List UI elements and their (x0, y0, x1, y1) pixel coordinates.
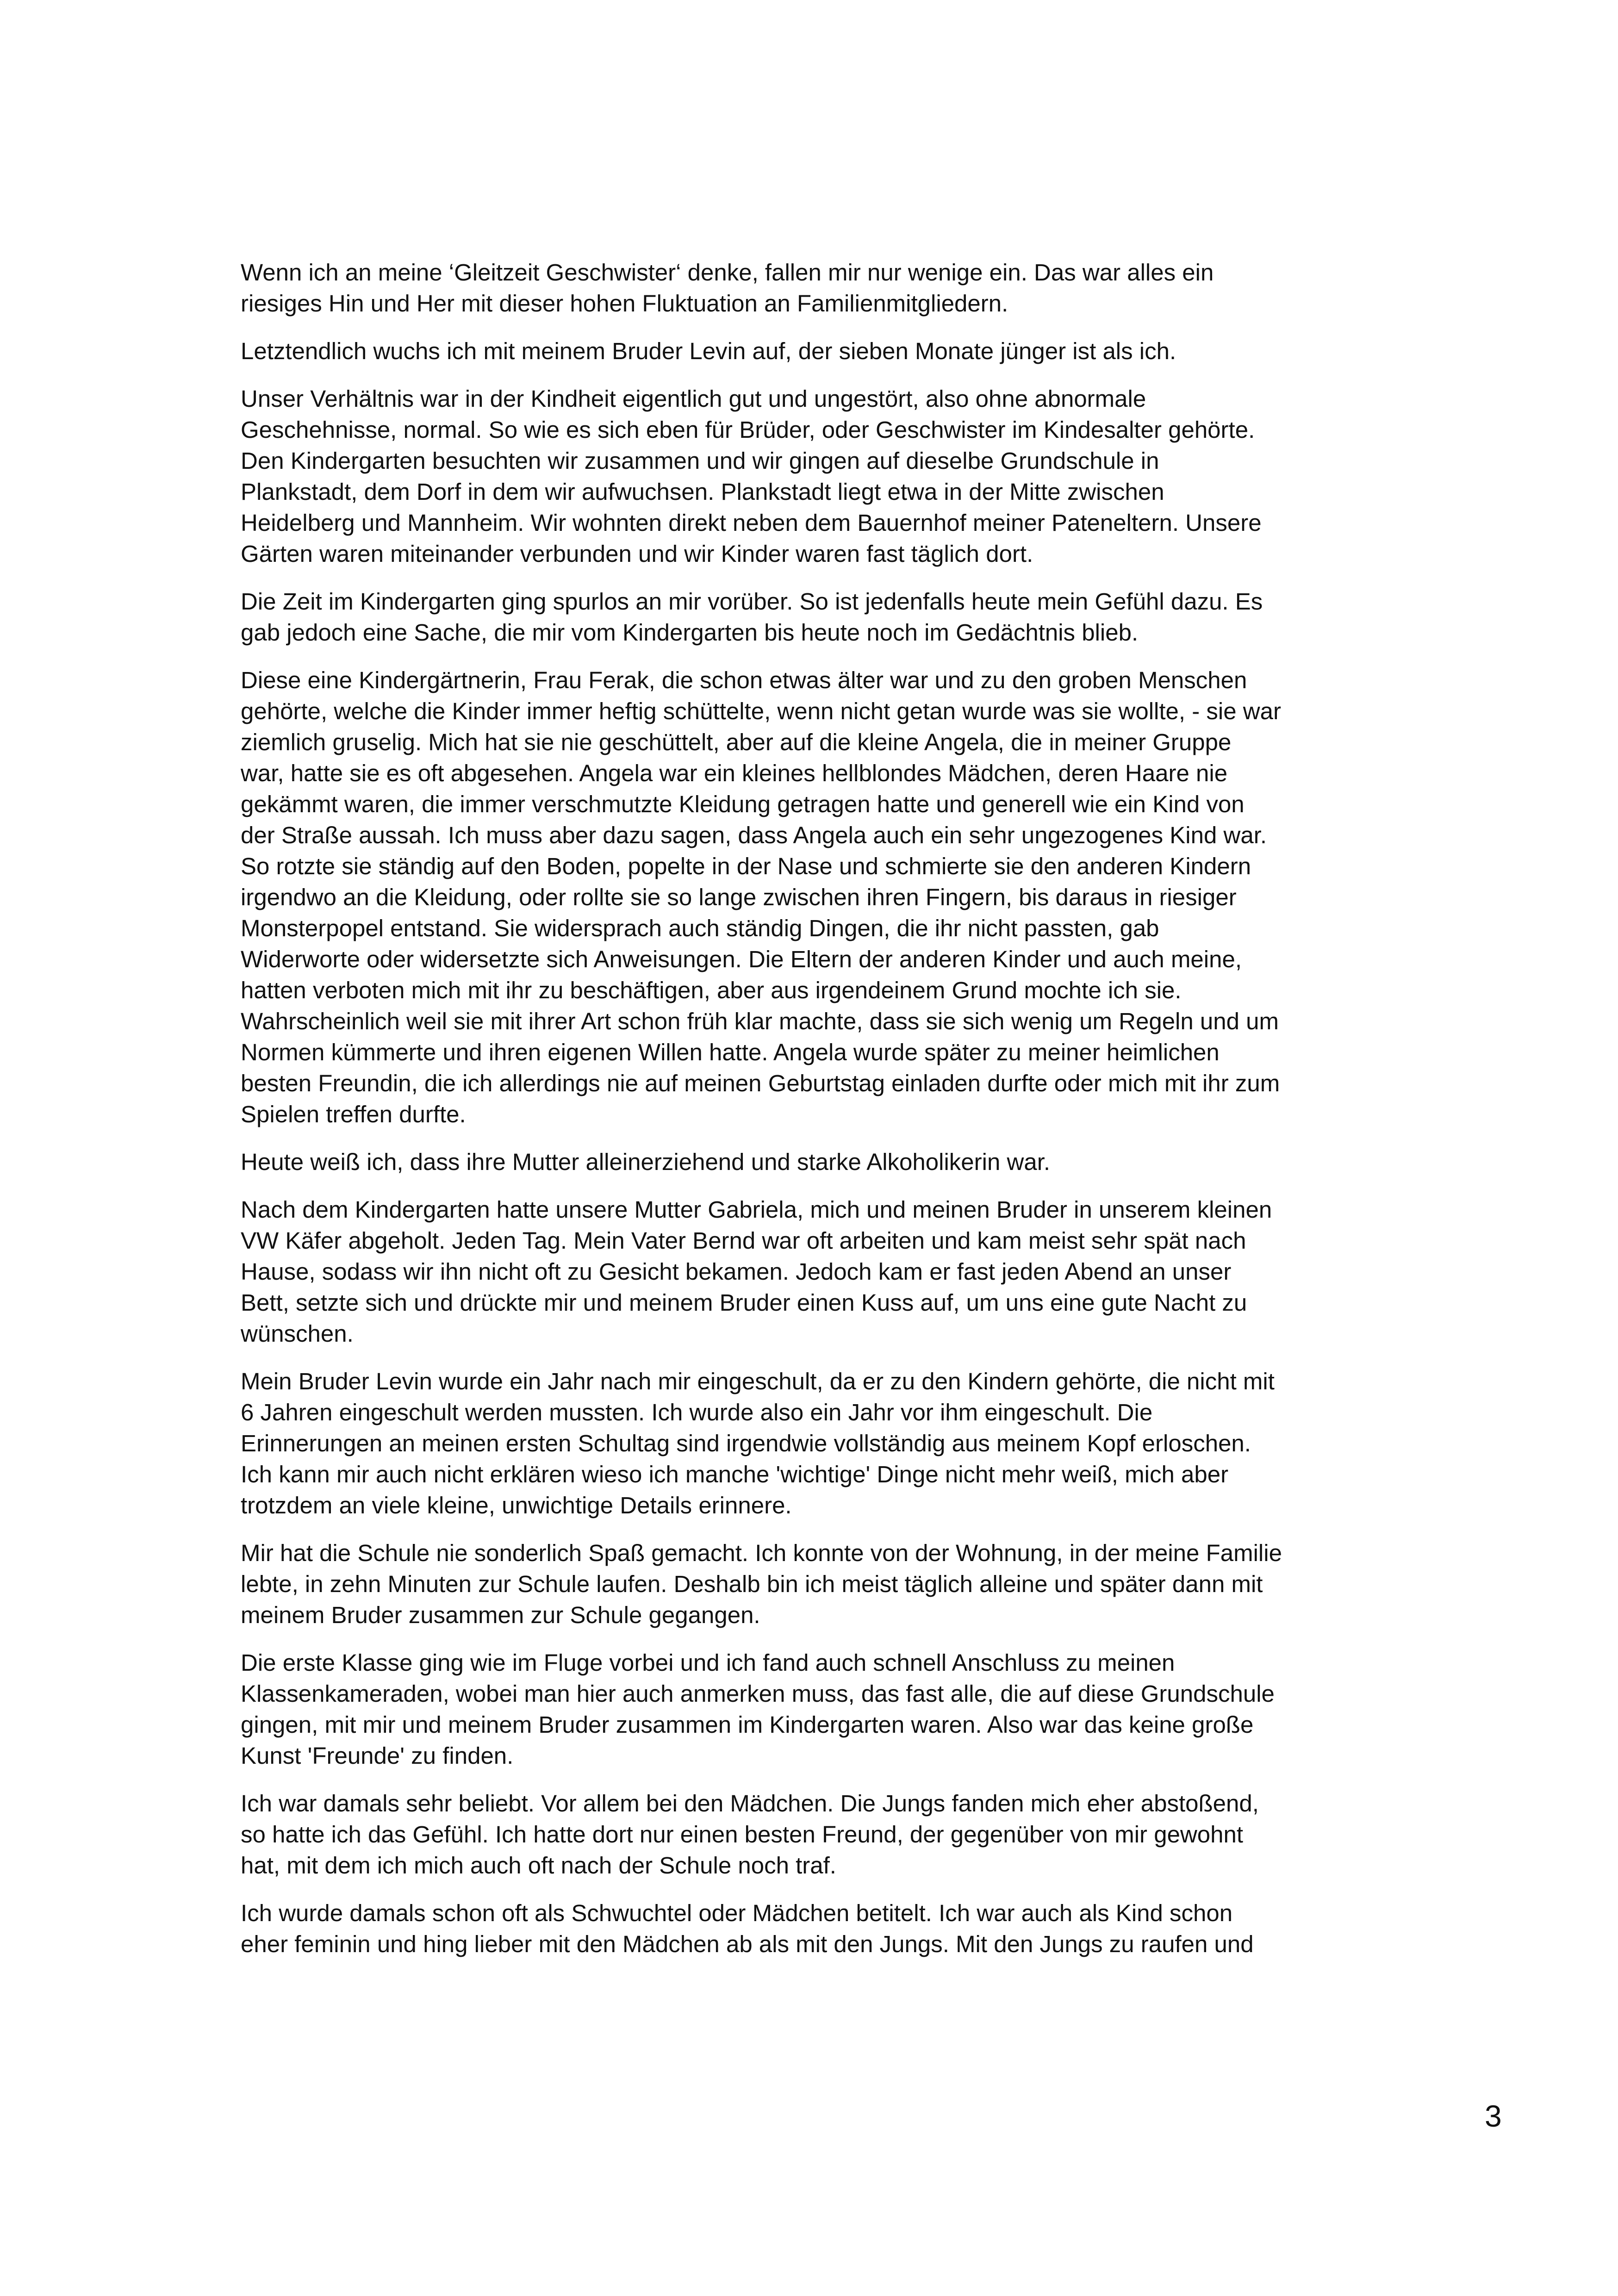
text-line: Kunst 'Freunde' zu finden. (241, 1742, 514, 1769)
text-line: eher feminin und hing lieber mit den Mädchen ab als mit den Jungs. Mit den Jungs zu raufen und (241, 1931, 1254, 1957)
text-line: Heidelberg und Mannheim. Wir wohnten direkt neben dem Bauernhof meiner Pateneltern. Unsere (241, 510, 1262, 536)
paragraph (241, 1194, 1398, 1349)
text-line: war, hatte sie es oft abgesehen. Angela war ein kleines hellblondes Mädchen, deren Haare nie (241, 760, 1228, 786)
text-line: Mir hat die Schule nie sonderlich Spaß gemacht. Ich konnte von der Wohnung, in der meine Familie (241, 1540, 1282, 1566)
text-line: Spielen treffen durfte. (241, 1101, 466, 1127)
paragraph (241, 1146, 1398, 1177)
text-line: lebte, in zehn Minuten zur Schule laufen. Deshalb bin ich meist täglich alleine und später dann mit (241, 1571, 1263, 1597)
text-line: hat, mit dem ich mich auch oft nach der Schule noch traf. (241, 1852, 836, 1879)
text-line: So rotzte sie ständig auf den Boden, popelte in der Nase und schmierte sie den anderen Kindern (241, 853, 1251, 879)
paragraph (241, 1366, 1398, 1521)
text-line: so hatte ich das Gefühl. Ich hatte dort nur einen besten Freund, der gegenüber von mir gewohnt (241, 1821, 1244, 1848)
text-line: Plankstadt, dem Dorf in dem wir aufwuchsen. Plankstadt liegt etwa in der Mitte zwischen (241, 479, 1164, 505)
text-line: Diese eine Kindergärtnerin, Frau Ferak, die schon etwas älter war und zu den groben Menschen (241, 667, 1247, 693)
text-line: Normen kümmerte und ihren eigenen Willen hatte. Angela wurde später zu meiner heimlichen (241, 1039, 1220, 1065)
text-line: Wahrscheinlich weil sie mit ihrer Art schon früh klar machte, dass sie sich wenig um Regeln und um (241, 1008, 1279, 1034)
text-line: Die Zeit im Kindergarten ging spurlos an mir vorüber. So ist jedenfalls heute mein Gefühl dazu. Es (241, 588, 1263, 615)
text-line: trotzdem an viele kleine, unwichtige Details erinnere. (241, 1492, 792, 1518)
body-text (241, 257, 1398, 1976)
text-line: ziemlich gruselig. Mich hat sie nie geschüttelt, aber auf die kleine Angela, die in meiner Gruppe (241, 729, 1232, 755)
text-line: gingen, mit mir und meinem Bruder zusammen im Kindergarten waren. Also war das keine große (241, 1711, 1254, 1738)
text-line: Monsterpopel entstand. Sie widersprach auch ständig Dingen, die ihr nicht passten, gab (241, 915, 1159, 941)
text-line: gab jedoch eine Sache, die mir vom Kindergarten bis heute noch im Gedächtnis blieb. (241, 619, 1139, 646)
text-line: meinem Bruder zusammen zur Schule gegangen. (241, 1602, 760, 1628)
text-line: Erinnerungen an meinen ersten Schultag sind irgendwie vollständig aus meinem Kopf erloschen. (241, 1430, 1251, 1456)
text-line: gehörte, welche die Kinder immer heftig schüttelte, wenn nicht getan wurde was sie wollte, - sie war (241, 698, 1281, 724)
paragraph (241, 383, 1398, 569)
paragraph (241, 586, 1398, 648)
text-line: Geschehnisse, normal. So wie es sich eben für Brüder, oder Geschwister im Kindesalter gehörte. (241, 417, 1255, 443)
text-line: riesiges Hin und Her mit dieser hohen Fluktuation an Familienmitgliedern. (241, 290, 1008, 317)
text-line: Ich war damals sehr beliebt. Vor allem bei den Mädchen. Die Jungs fanden mich eher abstoßend, (241, 1790, 1259, 1817)
text-line: Nach dem Kindergarten hatte unsere Mutter Gabriela, mich und meinen Bruder in unserem kleinen (241, 1196, 1272, 1223)
text-line: Gärten waren miteinander verbunden und wir Kinder waren fast täglich dort. (241, 541, 1033, 567)
text-line: Mein Bruder Levin wurde ein Jahr nach mir eingeschult, da er zu den Kindern gehörte, die nicht mit (241, 1368, 1275, 1394)
paragraph (241, 1537, 1398, 1630)
text-line: besten Freundin, die ich allerdings nie auf meinen Geburtstag einladen durfte oder mich mit ihr zum (241, 1070, 1280, 1096)
text-line: Widerworte oder widersetzte sich Anweisungen. Die Eltern der anderen Kinder und auch meine, (241, 946, 1242, 972)
text-line: Die erste Klasse ging wie im Fluge vorbei und ich fand auch schnell Anschluss zu meinen (241, 1649, 1175, 1676)
text-line: Bett, setzte sich und drückte mir und meinem Bruder einen Kuss auf, um uns eine gute Nacht zu (241, 1289, 1247, 1316)
text-line: Wenn ich an meine ‘Gleitzeit Geschwister‘ denke, fallen mir nur wenige ein. Das war alles ein (241, 259, 1214, 286)
paragraph (241, 1647, 1398, 1771)
text-line: 6 Jahren eingeschult werden mussten. Ich wurde also ein Jahr vor ihm eingeschult. Die (241, 1399, 1153, 1425)
text-line: wünschen. (241, 1320, 354, 1347)
text-line: Ich kann mir auch nicht erklären wieso ich manche 'wichtige' Dinge nicht mehr weiß, mich aber (241, 1461, 1229, 1487)
paragraph (241, 257, 1398, 319)
text-line: der Straße aussah. Ich muss aber dazu sagen, dass Angela auch ein sehr ungezogenes Kind war. (241, 822, 1267, 848)
paragraph (241, 1788, 1398, 1881)
text-line: gekämmt waren, die immer verschmutzte Kleidung getragen hatte und generell wie ein Kind von (241, 791, 1245, 817)
paragraph (241, 665, 1398, 1130)
text-line: VW Käfer abgeholt. Jeden Tag. Mein Vater Bernd war oft arbeiten und kam meist sehr spät nach (241, 1227, 1246, 1254)
text-line: Letztendlich wuchs ich mit meinem Bruder Levin auf, der sieben Monate jünger ist als ich. (241, 338, 1176, 364)
text-line: Hause, sodass wir ihn nicht oft zu Gesicht bekamen. Jedoch kam er fast jeden Abend an unser (241, 1258, 1232, 1285)
paragraph (241, 336, 1398, 367)
text-line: Ich wurde damals schon oft als Schwuchtel oder Mädchen betitelt. Ich war auch als Kind schon (241, 1900, 1233, 1926)
paragraph (241, 1898, 1398, 1960)
page-number: 3 (1485, 2099, 1502, 2133)
text-line: Unser Verhältnis war in der Kindheit eigentlich gut und ungestört, also ohne abnormale (241, 386, 1146, 412)
text-line: Klassenkameraden, wobei man hier auch anmerken muss, das fast alle, die auf diese Grundschule (241, 1680, 1275, 1707)
text-line: irgendwo an die Kleidung, oder rollte sie so lange zwischen ihren Fingern, bis daraus in riesiger (241, 884, 1237, 910)
text-line: hatten verboten mich mit ihr zu beschäftigen, aber aus irgendeinem Grund mochte ich sie. (241, 977, 1182, 1003)
text-line: Den Kindergarten besuchten wir zusammen und wir gingen auf dieselbe Grundschule in (241, 448, 1159, 474)
text-line: Heute weiß ich, dass ihre Mutter alleinerziehend und starke Alkoholikerin war. (241, 1149, 1051, 1175)
